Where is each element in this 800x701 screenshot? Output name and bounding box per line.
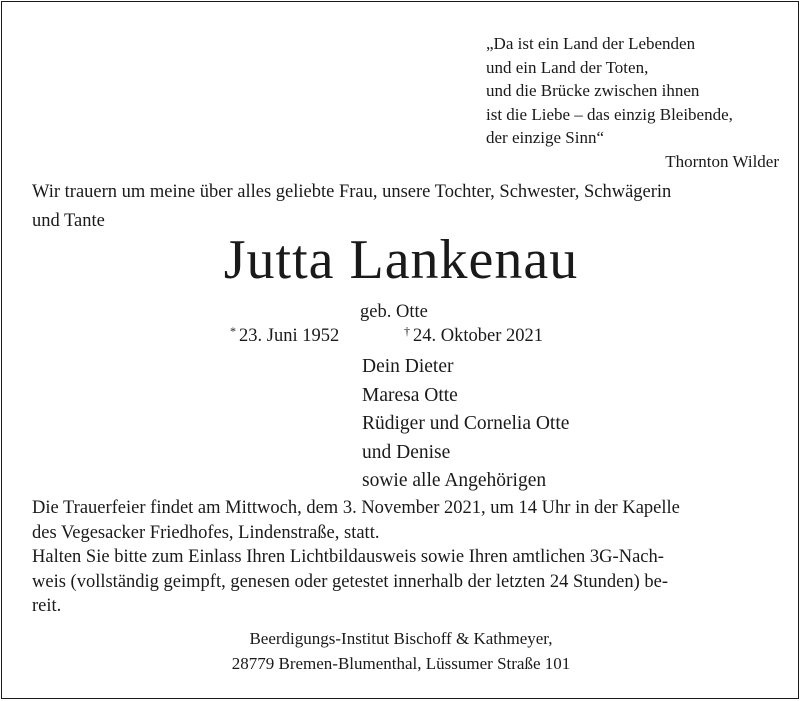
death-cross-icon: †: [404, 324, 410, 338]
obituary-notice: [1, 1, 799, 699]
deceased-name: Jutta Lankenau: [223, 229, 579, 291]
funeral-info-line: des Vegesacker Friedhofes, Lindenstraße, statt.: [32, 522, 380, 543]
id-notice-line: Halten Sie bitte zum Einlass Ihren Lichtbildausweis sowie Ihren amtlichen 3G-Nach-: [32, 547, 664, 567]
intro-line: Wir trauern um meine über alles geliebte Frau, unsere Tochter, Schwester, Schwägerin: [32, 182, 672, 202]
funeral-home-address: 28779 Bremen-Blumenthal, Lüssumer Straße 101: [231, 654, 571, 673]
birth-star-icon: *: [230, 324, 236, 338]
quote-block: [486, 32, 779, 173]
maiden-name: geb. Otte: [360, 302, 428, 322]
mourner-item: Maresa Otte: [362, 384, 458, 406]
quote-line: und ein Land der Toten,: [486, 57, 649, 77]
quote-author: Thornton Wilder: [665, 151, 779, 171]
id-notice-line: weis (vollständig geimpft, genesen oder getestet innerhalb der letzten 24 Stunden) be-: [32, 571, 669, 592]
funeral-details: [32, 496, 774, 619]
birth-date-text: 23. Juni 1952: [239, 326, 340, 346]
mourners-list: [362, 353, 569, 496]
intro-line: und Tante: [32, 211, 105, 231]
quote-line: „Da ist ein Land der Lebenden: [486, 34, 696, 53]
id-notice-line: reit.: [32, 596, 62, 616]
quote-line: und die Brücke zwischen ihnen: [486, 81, 700, 100]
mourner-item: sowie alle Angehörigen: [362, 470, 547, 491]
funeral-home-name: Beerdigungs-Institut Bischoff & Kathmeyer,: [249, 629, 553, 648]
id-notice: [32, 545, 774, 619]
birth-date: [230, 324, 339, 349]
quote-line: ist die Liebe – das einzig Bleibende,: [486, 104, 733, 124]
mourner-item: Rüdiger und Cornelia Otte: [362, 413, 570, 434]
mourner-item: Dein Dieter: [362, 356, 454, 377]
funeral-home-info: [2, 626, 800, 676]
funeral-info-line: Die Trauerfeier findet am Mittwoch, dem 3. November 2021, um 14 Uhr in der Kapelle: [32, 498, 680, 518]
funeral-info: [32, 496, 774, 545]
mourner-item: und Denise: [362, 441, 451, 463]
death-date: [404, 324, 543, 349]
quote-line: der einzige Sinn“: [486, 128, 605, 147]
death-date-text: 24. Oktober 2021: [413, 326, 543, 346]
